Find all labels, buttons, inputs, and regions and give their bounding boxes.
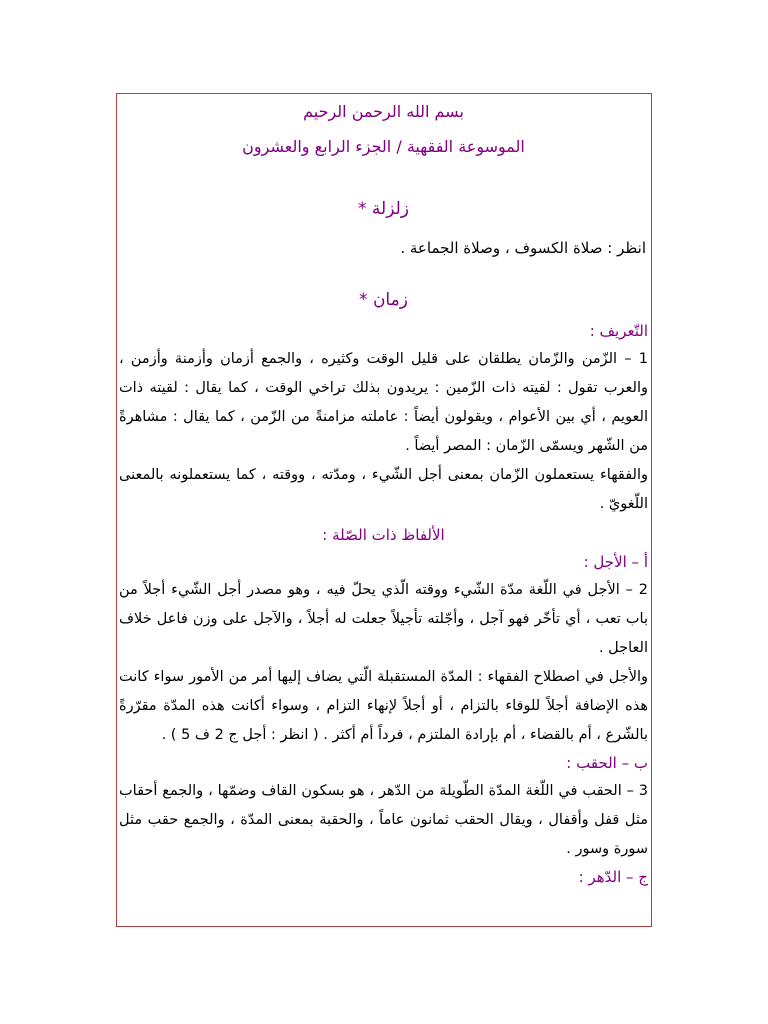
entry-heading-zaman: زمان * [359,290,408,310]
related-term-paragraph: 3 – الحقب في اللّغة المدّة الطّويلة من الدّهر ، هو بسكون القاف وضمّها ، والجمع أحقاب مثل قفل وأقفال ، ويقال الحقب ثمانون عاماً ، والحقبة بمعنى المدّة ، والجمع حقب مثل سورة وسور . [119,783,648,857]
entry-heading-zalzala: زلزلة * [358,199,409,219]
related-terms-title: الألفاظ ذات الصّلة : [322,526,445,544]
definition-title: التّعريف : [589,322,648,340]
definition-paragraph: 1 – الزّمن والزّمان يطلقان على قليل الوقت وكثيره ، والجمع أزمان وأزمنة وأزمن ، والعرب تقول : لقيته ذات الزّمين : يريدون بذلك تراخي الوقت ، كما يقال : لقيته ذات العويم ، أي بين الأعوام ، ويقولون أيضاً : عاملته مزامنةً من الزّمن ، كما يقال : مشاهرةً من الشّهر ويسمّى الزّمان : المصر أيضاً . [119,351,648,454]
definition-paragraph: والفقهاء يستعملون الزّمان بمعنى أجل الشّيء ، ومدّته ، ووقته ، كما يستعملونه بالمعنى اللّغويّ . [119,467,648,512]
related-term-label: ج – الدّهر : [578,868,648,886]
related-term-paragraph: والأجل في اصطلاح الفقهاء : المدّة المستقبلة الّتي يضاف إليها أمر من الأمور سواء كانت هذه الإضافة أجلاً للوفاء بالتزام ، أو أجلاً لإنهاء التزام ، وسواء أكانت هذه المدّة مقرّرةً بالشّرع ، أم بالقضاء ، أم بإرادة الملتزم ، فرداً أم أكثر . ( انظر : أجل ج 2 ف 5 ) . [119,669,648,743]
related-term-label: أ – الأجل : [583,553,648,571]
entry-see-also: انظر : صلاة الكسوف ، وصلاة الجماعة . [400,239,646,257]
document-content [117,94,650,891]
document-page [116,93,652,927]
related-term-label: ب – الحقب : [566,754,648,772]
series-title: الموسوعة الفقهية / الجزء الرابع والعشرون [242,137,525,156]
related-term-paragraph: 2 – الأجل في اللّغة مدّة الشّيء ووقته الّذي يحلّ فيه ، وهو مصدر أجل الشّيء أجلاً من باب تعب ، أي تأخّر فهو آجل ، وأجّلته تأجيلاً جعلت له أجلاً ، والآجل على وزن فاعل خلاف العاجل . [119,582,648,656]
basmala: بسم الله الرحمن الرحيم [303,102,464,121]
